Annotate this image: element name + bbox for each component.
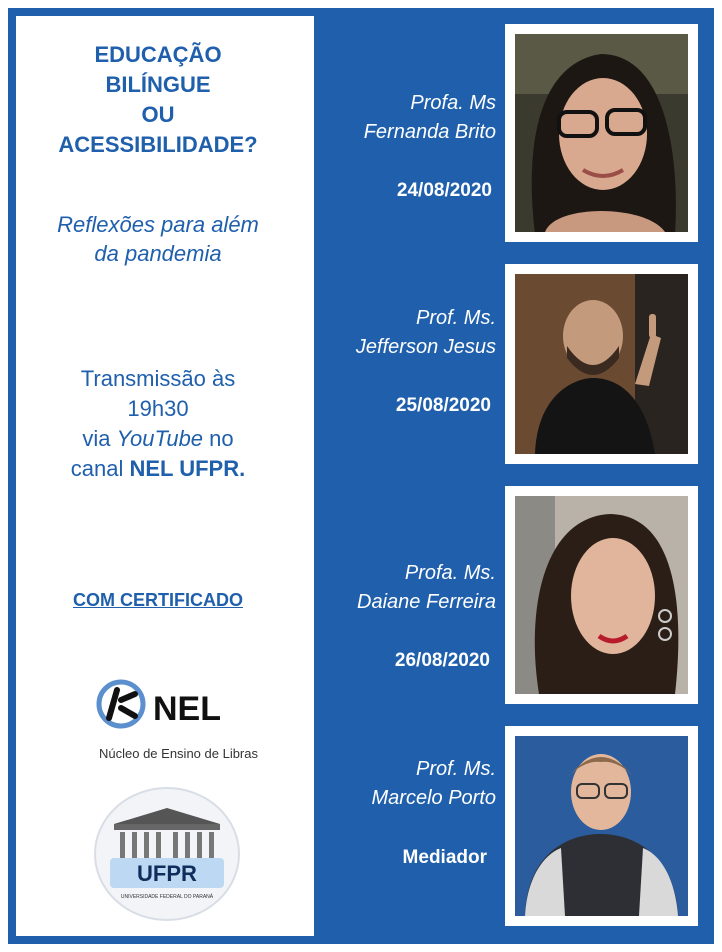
speaker-name: Daiane Ferreira <box>357 591 496 613</box>
speaker-3-photo <box>505 486 698 704</box>
ufpr-building-icon <box>92 784 242 924</box>
speaker-name: Marcelo Porto <box>371 787 496 809</box>
transmission-line <box>0 424 316 454</box>
woman-portrait-icon <box>515 34 688 232</box>
transmission-info <box>0 364 316 484</box>
speaker-1-name <box>316 89 496 147</box>
title-line: BILÍNGUE <box>105 72 211 97</box>
speaker-4-photo <box>505 726 698 926</box>
transmission-line <box>0 454 316 484</box>
ufpr-wordmark: UFPR <box>137 861 197 886</box>
speaker-1-date: 24/08/2020 <box>396 180 492 201</box>
speaker-1-photo <box>505 24 698 242</box>
speaker-3-name <box>316 559 496 617</box>
text-fragment: no <box>203 426 234 451</box>
title-line: EDUCAÇÃO <box>94 42 222 67</box>
speaker-name: Fernanda Brito <box>363 121 496 143</box>
speaker-name: Jefferson Jesus <box>355 336 496 358</box>
certificate-link[interactable]: COM CERTIFICADO <box>73 590 243 610</box>
title-line: OU <box>141 102 175 127</box>
speaker-3-date: 26/08/2020 <box>394 650 490 671</box>
woman-portrait-icon <box>515 496 688 694</box>
youtube-text: YouTube <box>116 426 204 451</box>
nel-logo <box>95 676 265 766</box>
ufpr-logo <box>92 784 242 924</box>
speaker-title: Prof. Ms. <box>415 758 496 780</box>
nel-caption: Núcleo de Ensino de Libras <box>99 746 258 761</box>
speaker-4-name <box>316 755 496 813</box>
poster-subtitle <box>0 210 316 268</box>
title-line: ACESSIBILIDADE? <box>58 132 258 157</box>
subtitle-line: da pandemia <box>94 241 222 266</box>
speaker-2-date: 25/08/2020 <box>395 395 491 416</box>
ufpr-caption: UNIVERSIDADE FEDERAL DO PARANÁ <box>120 894 214 900</box>
text-fragment: canal <box>70 456 130 481</box>
speaker-4-role: Mediador <box>402 847 487 868</box>
subtitle-line: Reflexões para além <box>57 212 259 237</box>
channel-name: NEL UFPR. <box>129 456 246 481</box>
man-portrait-icon <box>515 736 688 916</box>
speaker-title: Profa. Ms. <box>404 562 496 584</box>
speaker-title: Prof. Ms. <box>415 307 496 329</box>
man-portrait-icon <box>515 274 688 454</box>
transmission-time: 19h30 <box>127 396 189 421</box>
poster-title <box>0 40 316 160</box>
transmission-line: Transmissão às <box>80 366 236 391</box>
speaker-title: Profa. Ms <box>410 92 496 114</box>
text-fragment: via <box>82 426 117 451</box>
speaker-2-name <box>316 304 496 362</box>
nel-logo-icon <box>95 676 265 766</box>
nel-wordmark: NEL <box>153 690 221 728</box>
speaker-2-photo <box>505 264 698 464</box>
